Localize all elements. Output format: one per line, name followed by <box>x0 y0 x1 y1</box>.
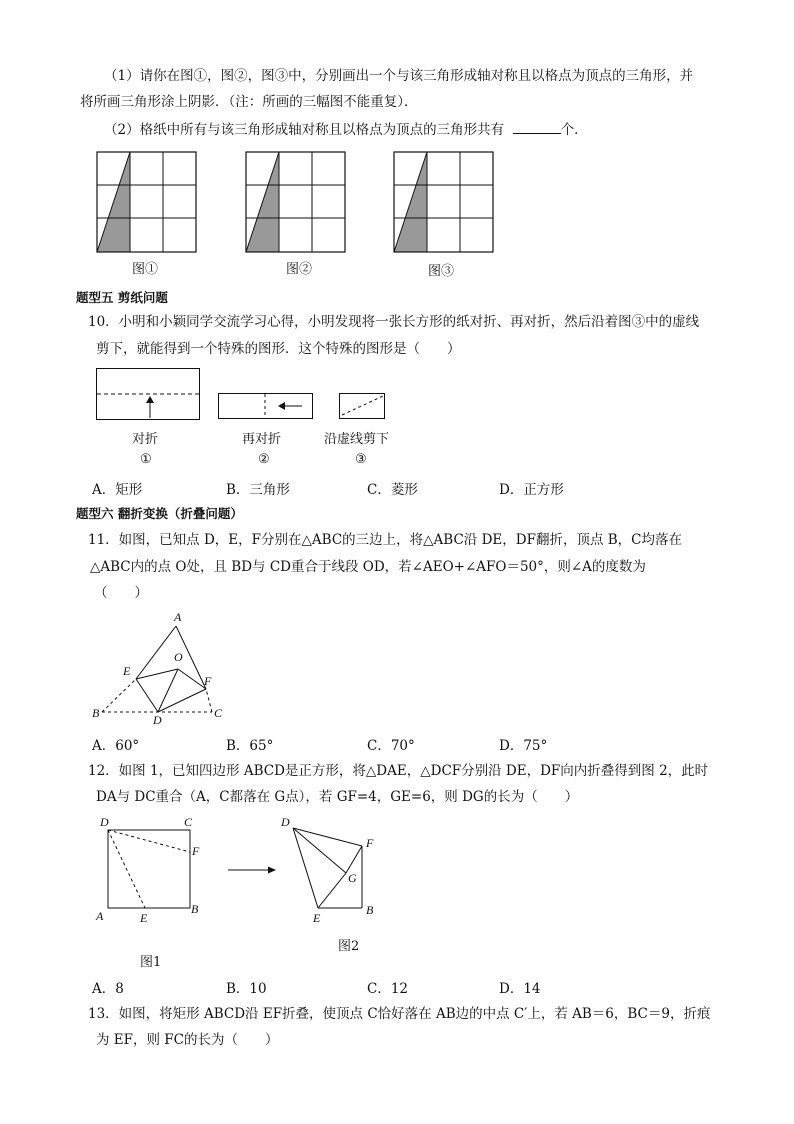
q9-part1-line1: （1）请你在图①，图②，图③中，分别画出一个与该三角形成轴对称且以格点为顶点的三角形，并 <box>104 68 694 84</box>
q10-line2: 剪下，就能得到一个特殊的图形．这个特殊的图形是（ ） <box>96 341 461 357</box>
q12-arrow <box>228 865 278 875</box>
fold-label-1: 对折 <box>132 432 159 447</box>
q11-line1: 11．如图，已知点 D，E，F分别在△ABC的三边上，将△ABC沿 DE，DF翻折，顶点 B，C均落在 <box>88 532 682 548</box>
q12-option-b: B．10 <box>226 981 267 997</box>
fig1-label-e: E <box>140 911 148 925</box>
fold-label-2: 再对折 <box>242 432 282 447</box>
q12-caption-2: 图2 <box>338 939 360 954</box>
q9-part2-suffix: 个． <box>560 122 588 138</box>
q13-line2: 为 EF，则 FC的长为（ ） <box>96 1032 279 1048</box>
grid-caption-1: 图① <box>132 262 159 277</box>
fold-number-2: ② <box>258 452 270 467</box>
section5-heading: 题型五 剪纸问题 <box>76 290 168 305</box>
grid-caption-3: 图③ <box>428 264 455 279</box>
q10-option-d: D．正方形 <box>499 482 564 498</box>
fig2-label-d: D <box>281 815 290 829</box>
fold-number-3: ③ <box>355 452 367 467</box>
q12-option-d: D．14 <box>499 981 541 997</box>
grid-figure-1 <box>96 151 198 253</box>
q11-option-a: A．60° <box>92 738 140 754</box>
q12-figure-2 <box>278 812 388 927</box>
fig1-label-d: D <box>100 815 109 829</box>
q10-option-a: A．矩形 <box>92 482 143 498</box>
fold-figure-3 <box>339 393 385 419</box>
q9-part1-line2: 将所画三角形涂上阴影．（注：所画的三幅图不能重复）． <box>80 94 418 110</box>
q10-option-c: C．菱形 <box>367 482 418 498</box>
q11-line2: △ABC内的点 O处，且 BD与 CD重合于线段 OD，若∠AEO+∠AFO＝50°，则∠A的度数为 <box>90 559 646 575</box>
point-label-b: B <box>92 706 100 720</box>
q11-triangle-figure <box>90 607 230 727</box>
fig2-label-e: E <box>313 911 321 925</box>
q11-option-d: D．75° <box>499 738 548 754</box>
fig2-label-b: B <box>366 903 374 917</box>
q12-option-c: C．12 <box>367 981 409 997</box>
q12-caption-1: 图1 <box>140 955 162 970</box>
answer-blank <box>513 119 561 134</box>
fig1-label-c: C <box>184 815 193 829</box>
section6-heading: 题型六 翻折变换（折叠问题） <box>76 506 243 521</box>
q12-line1: 12．如图 1，已知四边形 ABCD是正方形，将△DAE，△DCF分别沿 DE，DF向内折叠得到图 2，此时 <box>88 763 709 779</box>
q12-line2: DA与 DC重合（A，C都落在 G点），若 GF=4，GE=6，则 DG的长为（ ） <box>96 789 579 805</box>
fig2-label-f: F <box>366 836 374 850</box>
point-label-c: C <box>214 706 223 720</box>
q12-figure-1 <box>90 812 210 927</box>
q11-option-b: B．65° <box>226 738 274 754</box>
point-label-f: F <box>204 674 212 688</box>
fig1-label-a: A <box>96 909 104 923</box>
q12-option-a: A．8 <box>92 981 124 997</box>
point-label-o: O <box>174 650 183 664</box>
point-label-a: A <box>174 610 182 624</box>
fold-figure-1 <box>96 368 200 420</box>
q13-line1: 13．如图，将矩形 ABCD沿 EF折叠，使顶点 C恰好落在 AB边的中点 C′上，若 AB＝6，BC＝9，折痕 <box>88 1006 711 1022</box>
grid-figure-2 <box>245 151 347 253</box>
q11-line3: （ ） <box>94 585 148 601</box>
q10-option-b: B．三角形 <box>226 482 290 498</box>
grid-caption-2: 图② <box>286 262 313 277</box>
fold-number-1: ① <box>140 452 152 467</box>
fig1-label-f: F <box>192 844 200 858</box>
grid-figure-3 <box>393 151 495 253</box>
fig2-label-g: G <box>348 871 357 885</box>
q9-part2-prefix: （2）格纸中所有与该三角形成轴对称且以格点为顶点的三角形共有 <box>104 122 505 138</box>
q10-line1: 10．小明和小颖同学交流学习心得，小明发现将一张长方形的纸对折、再对折，然后沿着图③中的虚线 <box>88 314 700 330</box>
q9-part2 <box>104 119 588 140</box>
fig1-label-b: B <box>191 902 199 916</box>
point-label-e: E <box>123 664 131 678</box>
q11-option-c: C．70° <box>367 738 415 754</box>
fold-figure-2 <box>218 393 313 419</box>
point-label-d: D <box>153 713 162 727</box>
fold-label-3: 沿虚线剪下 <box>324 432 390 447</box>
